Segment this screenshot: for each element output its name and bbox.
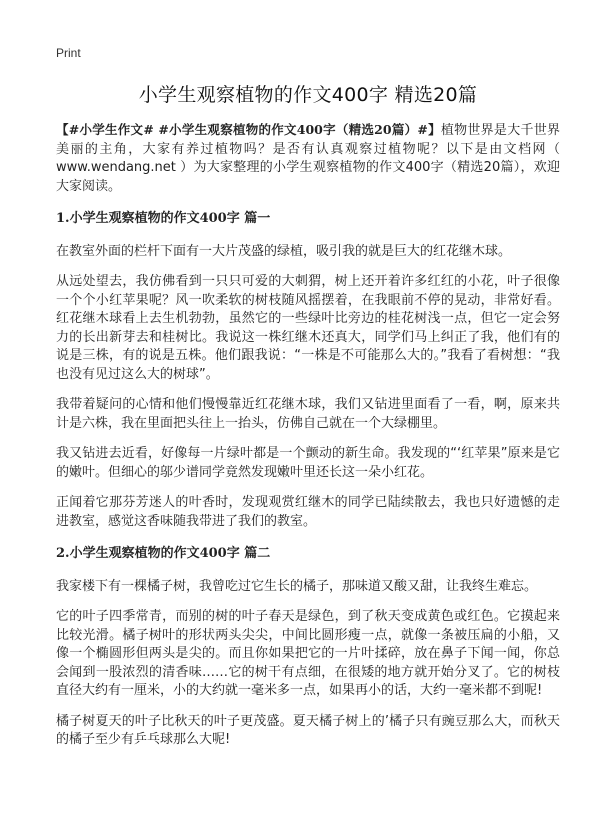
paragraph: 橘子树夏天的叶子比秋天的叶子更茂盛。夏天橘子树上的’橘子只有豌豆那么大，而秋天的橘子至少有乒乓球那么大呢! [56,713,560,747]
paragraph: 正闻着它那芬芳迷人的叶香时，发现观赏红继木的同学已陆续散去，我也只好遗憾的走进教室，感觉这香味随我带进了我们的教室。 [56,495,560,529]
paragraph: 从远处望去，我仿佛看到一只只可爱的大刺猬，树上还开着许多红红的小花，叶子很像一个个小红苹果呢？风一吹柔软的树枝随风摇摆着，在我眼前不停的晃动，非常好看。红花继木球看上去生机勃勃，虽然它的一些绿叶比旁边的桂花树浅一点，但它一定会努力的长出新芽去和桂树比。我说这一株红继木还真大，同学们马上纠正了我，他们有的说是三株，有的说是五株。他们跟我说：“一株是不可能那么大的。”我看了看树想：“我也没有见过这么大的树球”。 [56,274,560,382]
section-heading-2: 2.小学生观察植物的作文400字 篇二 [56,546,271,561]
intro-tags: 【#小学生作文# #小学生观察植物的作文400字（精选20篇）#】 [56,122,441,137]
print-label[interactable]: Print [56,46,81,60]
paragraph: 我家楼下有一棵橘子树，我曾吃过它生长的橘子，那味道又酸又甜，让我终生难忘。 [56,578,538,594]
document-body [56,121,560,760]
page-title: 小学生观察植物的作文400字 精选20篇 [138,84,478,106]
section-heading-1: 1.小学生观察植物的作文400字 篇一 [56,211,271,226]
paragraph: 在教室外面的栏杆下面有一大片茂盛的绿植，吸引我的就是巨大的红花继木球。 [56,243,512,259]
paragraph: 它的叶子四季常青，而别的树的叶子春天是绿色，到了秋天变成黄色或红色。它摸起来比较光滑。橘子树叶的形状两头尖尖，中间比圆形瘦一点，就像一条被压扁的小船，又像一个椭圆形但两头是尖的。而且你如果把它的一片叶揉碎，放在鼻子下闻一闻，你总会闻到一股浓烈的清香味……它的树干有点细，在很矮的地方就开始分叉了。它的树枝直径大约有一厘米，小的大约就一毫米多一点，如果再小的话，大约一毫米都不到呢! [56,609,560,698]
intro-paragraph [56,121,560,196]
intro-text: 植物世界是大千世界美丽的主角，大家有养过植物吗？是否有认真观察过植物呢？以下是由文档网（ www.wendang.net ）为大家整理的小学生观察植物的作文400字（精选20篇），欢迎大家阅读。 [56,123,560,194]
paragraph: 我又钻进去近看，好像每一片绿叶都是一个颤动的新生命。我发现的“‘红苹果”原来是它的嫩叶。但细心的邬少谱同学竟然发现嫩叶里还长这一朵小红花。 [56,446,560,480]
paragraph: 我带着疑问的心情和他们慢慢靠近红花继木球，我们又钻进里面看了一看，啊，原来共计是六株，我在里面把头往上一抬头，仿佛自己就在一个大绿棚里。 [56,397,560,431]
